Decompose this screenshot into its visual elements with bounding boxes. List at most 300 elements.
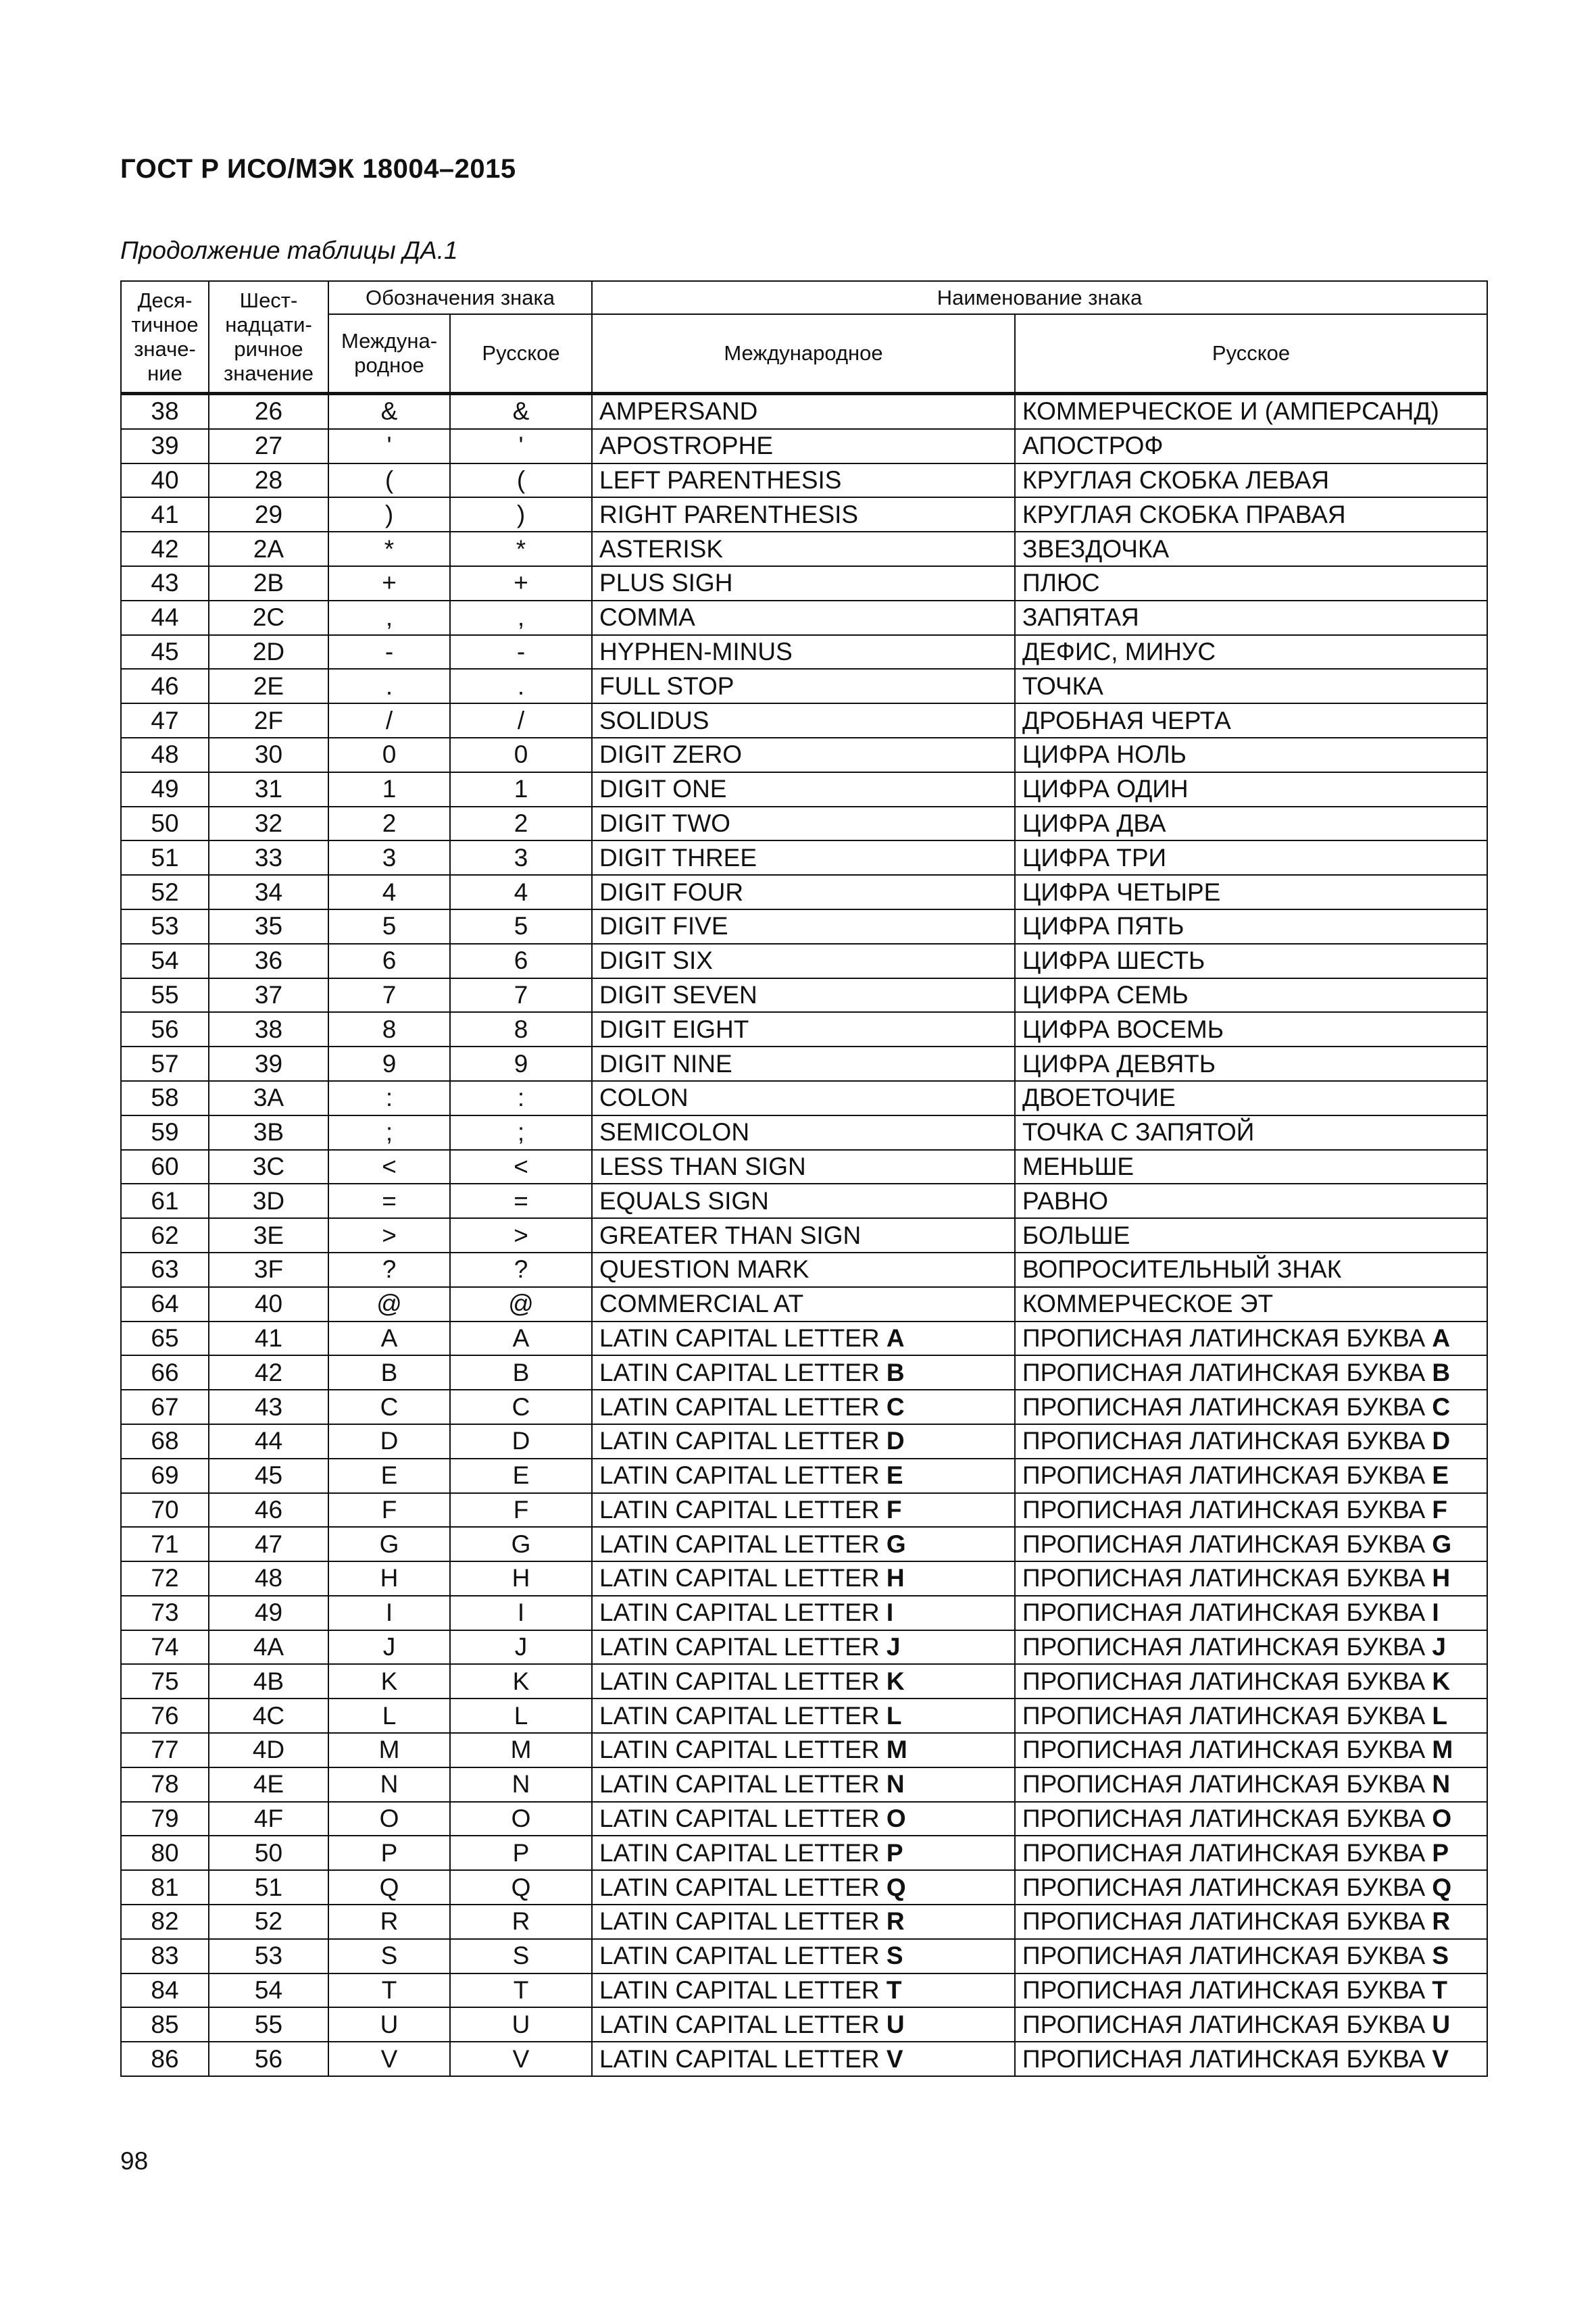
letter-emphasis: F [1432,1495,1448,1524]
symbol-international-cell: K [328,1664,450,1699]
hex-cell: 2A [209,532,328,566]
table-row [121,1699,1487,1733]
decimal-cell: 57 [121,1047,209,1081]
hex-cell: 50 [209,1836,328,1870]
symbol-russian-cell: T [450,1973,592,2008]
table-row [121,566,1487,601]
name-international-cell: LATIN CAPITAL LETTER I [592,1596,1015,1630]
decimal-cell: 81 [121,1870,209,1905]
name-international-cell: LATIN CAPITAL LETTER S [592,1939,1015,1973]
name-international-cell: ASTERISK [592,532,1015,566]
symbol-russian-cell: G [450,1527,592,1561]
name-russian-cell: ПРОПИСНАЯ ЛАТИНСКАЯ БУКВА A [1015,1322,1487,1356]
table-row [121,635,1487,670]
decimal-cell: 80 [121,1836,209,1870]
symbol-russian-cell: + [450,566,592,601]
table-row [121,1561,1487,1596]
symbol-international-cell: / [328,703,450,738]
symbol-international-cell: 4 [328,875,450,909]
name-russian-cell: ПРОПИСНАЯ ЛАТИНСКАЯ БУКВА U [1015,2007,1487,2042]
letter-emphasis: K [1432,1667,1451,1695]
table-row [121,807,1487,841]
name-international-cell: PLUS SIGH [592,566,1015,601]
name-russian-cell: ЦИФРА ШЕСТЬ [1015,944,1487,978]
hex-cell: 40 [209,1287,328,1322]
symbol-russian-cell: 0 [450,738,592,772]
decimal-cell: 49 [121,772,209,807]
table-row [121,1424,1487,1459]
name-international-cell: DIGIT SEVEN [592,978,1015,1013]
symbol-international-cell: O [328,1802,450,1836]
symbol-russian-cell: 2 [450,807,592,841]
header-name-group: Наименование знака [592,281,1487,314]
decimal-cell: 56 [121,1012,209,1047]
hex-cell: 38 [209,1012,328,1047]
header-designation-international: Междуна-родное [328,314,450,394]
hex-cell: 26 [209,394,328,429]
table-row [121,669,1487,703]
decimal-cell: 71 [121,1527,209,1561]
name-international-cell: SEMICOLON [592,1115,1015,1150]
table-body [121,394,1487,2077]
hex-cell: 2B [209,566,328,601]
letter-emphasis: O [1432,1805,1452,1833]
name-russian-cell: ПРОПИСНАЯ ЛАТИНСКАЯ БУКВА L [1015,1699,1487,1733]
table-header [121,281,1487,394]
table-row [121,1836,1487,1870]
symbol-international-cell: T [328,1973,450,2008]
symbol-russian-cell: 7 [450,978,592,1013]
table-row [121,944,1487,978]
name-international-cell: LATIN CAPITAL LETTER T [592,1973,1015,2008]
hex-cell: 44 [209,1424,328,1459]
decimal-cell: 63 [121,1253,209,1287]
name-russian-cell: ПРОПИСНАЯ ЛАТИНСКАЯ БУКВА C [1015,1390,1487,1424]
table-row [121,463,1487,498]
symbol-russian-cell: D [450,1424,592,1459]
symbol-russian-cell: ? [450,1253,592,1287]
name-russian-cell: КРУГЛАЯ СКОБКА ПРАВАЯ [1015,497,1487,532]
symbol-russian-cell: E [450,1459,592,1493]
hex-cell: 3A [209,1081,328,1115]
document-header: ГОСТ Р ИСО/МЭК 18004–2015 [120,154,516,184]
decimal-cell: 55 [121,978,209,1013]
letter-emphasis: B [886,1358,905,1386]
name-international-cell: LATIN CAPITAL LETTER N [592,1767,1015,1802]
symbol-russian-cell: 6 [450,944,592,978]
name-international-cell: RIGHT PARENTHESIS [592,497,1015,532]
name-international-cell: LATIN CAPITAL LETTER D [592,1424,1015,1459]
name-international-cell: LESS THAN SIGN [592,1150,1015,1184]
symbol-russian-cell: K [450,1664,592,1699]
letter-emphasis: I [886,1599,894,1627]
decimal-cell: 46 [121,669,209,703]
hex-cell: 3D [209,1184,328,1218]
table-row [121,1390,1487,1424]
name-international-cell: LATIN CAPITAL LETTER L [592,1699,1015,1733]
symbol-international-cell: ; [328,1115,450,1150]
decimal-cell: 52 [121,875,209,909]
name-russian-cell: ЦИФРА ОДИН [1015,772,1487,807]
name-russian-cell: ПРОПИСНАЯ ЛАТИНСКАЯ БУКВА D [1015,1424,1487,1459]
name-international-cell: SOLIDUS [592,703,1015,738]
name-russian-cell: ПРОПИСНАЯ ЛАТИНСКАЯ БУКВА H [1015,1561,1487,1596]
name-russian-cell: ПРОПИСНАЯ ЛАТИНСКАЯ БУКВА F [1015,1493,1487,1528]
name-international-cell: DIGIT THREE [592,840,1015,875]
decimal-cell: 44 [121,601,209,635]
table-row [121,497,1487,532]
symbol-international-cell: 5 [328,909,450,944]
table-row [121,601,1487,635]
symbol-russian-cell: V [450,2042,592,2076]
letter-emphasis: S [886,1942,903,1970]
symbol-russian-cell: & [450,394,592,429]
name-russian-cell: ПРОПИСНАЯ ЛАТИНСКАЯ БУКВА E [1015,1459,1487,1493]
name-russian-cell: ЗВЕЗДОЧКА [1015,532,1487,566]
hex-cell: 2F [209,703,328,738]
name-international-cell: DIGIT FOUR [592,875,1015,909]
letter-emphasis: J [1432,1633,1446,1661]
symbol-international-cell: 3 [328,840,450,875]
decimal-cell: 40 [121,463,209,498]
name-russian-cell: КОММЕРЧЕСКОЕ ЭТ [1015,1287,1487,1322]
hex-cell: 53 [209,1939,328,1973]
letter-emphasis: V [886,2044,903,2073]
symbol-international-cell: J [328,1630,450,1665]
hex-cell: 46 [209,1493,328,1528]
letter-emphasis: Q [1432,1873,1452,1901]
name-russian-cell: ПРОПИСНАЯ ЛАТИНСКАЯ БУКВА G [1015,1527,1487,1561]
header-designation-group: Обозначения знака [328,281,592,314]
letter-emphasis: Q [886,1873,906,1901]
symbol-international-cell: + [328,566,450,601]
decimal-cell: 69 [121,1459,209,1493]
name-international-cell: LATIN CAPITAL LETTER R [592,1905,1015,1939]
table-row [121,1527,1487,1561]
name-international-cell: LATIN CAPITAL LETTER M [592,1733,1015,1767]
name-international-cell: EQUALS SIGN [592,1184,1015,1218]
table-row [121,1870,1487,1905]
name-international-cell: DIGIT ONE [592,772,1015,807]
header-name-international: Международное [592,314,1015,394]
table-row [121,1184,1487,1218]
hex-cell: 37 [209,978,328,1013]
name-russian-cell: ПРОПИСНАЯ ЛАТИНСКАЯ БУКВА V [1015,2042,1487,2076]
symbol-international-cell: 9 [328,1047,450,1081]
symbol-russian-cell: ( [450,463,592,498]
hex-cell: 3C [209,1150,328,1184]
letter-emphasis: M [886,1736,907,1764]
letter-emphasis: I [1432,1599,1439,1627]
name-international-cell: GREATER THAN SIGN [592,1218,1015,1253]
name-international-cell: LEFT PARENTHESIS [592,463,1015,498]
decimal-cell: 78 [121,1767,209,1802]
name-russian-cell: ПРОПИСНАЯ ЛАТИНСКАЯ БУКВА Q [1015,1870,1487,1905]
table-row [121,772,1487,807]
name-international-cell: LATIN CAPITAL LETTER G [592,1527,1015,1561]
symbol-international-cell: R [328,1905,450,1939]
hex-cell: 30 [209,738,328,772]
name-international-cell: APOSTROPHE [592,429,1015,463]
table-row [121,1630,1487,1665]
name-russian-cell: ЦИФРА ТРИ [1015,840,1487,875]
table-row [121,1802,1487,1836]
table-row [121,875,1487,909]
symbol-russian-cell: / [450,703,592,738]
symbol-international-cell: , [328,601,450,635]
name-international-cell: DIGIT SIX [592,944,1015,978]
hex-cell: 43 [209,1390,328,1424]
symbol-international-cell: C [328,1390,450,1424]
decimal-cell: 61 [121,1184,209,1218]
symbol-russian-cell: . [450,669,592,703]
symbol-russian-cell: < [450,1150,592,1184]
symbol-russian-cell: ; [450,1115,592,1150]
symbol-international-cell: L [328,1699,450,1733]
decimal-cell: 85 [121,2007,209,2042]
hex-cell: 48 [209,1561,328,1596]
name-international-cell: QUESTION MARK [592,1253,1015,1287]
symbol-international-cell: M [328,1733,450,1767]
name-international-cell: LATIN CAPITAL LETTER C [592,1390,1015,1424]
name-russian-cell: ПРОПИСНАЯ ЛАТИНСКАЯ БУКВА S [1015,1939,1487,1973]
decimal-cell: 42 [121,532,209,566]
symbol-russian-cell: 9 [450,1047,592,1081]
hex-cell: 33 [209,840,328,875]
letter-emphasis: A [886,1324,905,1352]
symbol-international-cell: V [328,2042,450,2076]
hex-cell: 42 [209,1355,328,1390]
header-name-russian: Русское [1015,314,1487,394]
name-russian-cell: ПРОПИСНАЯ ЛАТИНСКАЯ БУКВА I [1015,1596,1487,1630]
name-russian-cell: ДРОБНАЯ ЧЕРТА [1015,703,1487,738]
hex-cell: 32 [209,807,328,841]
symbol-russian-cell: 5 [450,909,592,944]
decimal-cell: 64 [121,1287,209,1322]
name-international-cell: DIGIT ZERO [592,738,1015,772]
hex-cell: 4E [209,1767,328,1802]
name-international-cell: LATIN CAPITAL LETTER H [592,1561,1015,1596]
decimal-cell: 54 [121,944,209,978]
symbol-russian-cell: P [450,1836,592,1870]
symbol-international-cell: D [328,1424,450,1459]
letter-emphasis: B [1432,1358,1451,1386]
name-russian-cell: ПРОПИСНАЯ ЛАТИНСКАЯ БУКВА M [1015,1733,1487,1767]
decimal-cell: 75 [121,1664,209,1699]
letter-emphasis: C [1432,1392,1451,1421]
name-international-cell: LATIN CAPITAL LETTER B [592,1355,1015,1390]
name-russian-cell: ЦИФРА ПЯТЬ [1015,909,1487,944]
decimal-cell: 62 [121,1218,209,1253]
letter-emphasis: R [886,1907,905,1936]
table-row [121,1322,1487,1356]
decimal-cell: 60 [121,1150,209,1184]
letter-emphasis: D [1432,1427,1451,1455]
name-international-cell: COMMERCIAL AT [592,1287,1015,1322]
symbol-international-cell: = [328,1184,450,1218]
symbol-international-cell: U [328,2007,450,2042]
symbol-international-cell: 8 [328,1012,450,1047]
table-row [121,1287,1487,1322]
symbol-international-cell: 6 [328,944,450,978]
hex-cell: 27 [209,429,328,463]
table-caption: Продолжение таблицы ДА.1 [120,236,458,264]
hex-cell: 3F [209,1253,328,1287]
decimal-cell: 77 [121,1733,209,1767]
symbol-russian-cell: 3 [450,840,592,875]
name-russian-cell: ТОЧКА С ЗАПЯТОЙ [1015,1115,1487,1150]
hex-cell: 2E [209,669,328,703]
symbol-international-cell: < [328,1150,450,1184]
header-designation-russian: Русское [450,314,592,394]
symbol-international-cell: P [328,1836,450,1870]
table-row [121,1355,1487,1390]
letter-emphasis: V [1432,2044,1449,2073]
letter-emphasis: D [886,1427,905,1455]
name-international-cell: LATIN CAPITAL LETTER V [592,2042,1015,2076]
name-russian-cell: ПРОПИСНАЯ ЛАТИНСКАЯ БУКВА N [1015,1767,1487,1802]
letter-emphasis: S [1432,1942,1449,1970]
decimal-cell: 59 [121,1115,209,1150]
letter-emphasis: E [886,1461,903,1490]
table-row [121,1939,1487,1973]
hex-cell: 34 [209,875,328,909]
name-international-cell: LATIN CAPITAL LETTER J [592,1630,1015,1665]
symbol-russian-cell: S [450,1939,592,1973]
decimal-cell: 76 [121,1699,209,1733]
symbol-international-cell: A [328,1322,450,1356]
hex-cell: 2C [209,601,328,635]
name-international-cell: LATIN CAPITAL LETTER F [592,1493,1015,1528]
symbol-russian-cell: B [450,1355,592,1390]
table-row [121,1493,1487,1528]
letter-emphasis: R [1432,1907,1451,1936]
name-international-cell: DIGIT EIGHT [592,1012,1015,1047]
symbol-russian-cell: M [450,1733,592,1767]
table-row [121,840,1487,875]
table-row [121,703,1487,738]
symbol-russian-cell: > [450,1218,592,1253]
name-russian-cell: БОЛЬШЕ [1015,1218,1487,1253]
table-row [121,2042,1487,2076]
name-international-cell: HYPHEN-MINUS [592,635,1015,670]
table-row [121,1047,1487,1081]
decimal-cell: 86 [121,2042,209,2076]
symbol-international-cell: I [328,1596,450,1630]
symbol-russian-cell: H [450,1561,592,1596]
symbol-russian-cell: A [450,1322,592,1356]
hex-cell: 4C [209,1699,328,1733]
name-russian-cell: ЦИФРА СЕМЬ [1015,978,1487,1013]
name-russian-cell: КРУГЛАЯ СКОБКА ЛЕВАЯ [1015,463,1487,498]
name-russian-cell: ПРОПИСНАЯ ЛАТИНСКАЯ БУКВА P [1015,1836,1487,1870]
name-russian-cell: РАВНО [1015,1184,1487,1218]
decimal-cell: 84 [121,1973,209,2008]
table-row [121,1733,1487,1767]
letter-emphasis: G [1432,1530,1452,1558]
hex-cell: 49 [209,1596,328,1630]
hex-cell: 31 [209,772,328,807]
decimal-cell: 53 [121,909,209,944]
hex-cell: 4B [209,1664,328,1699]
hex-cell: 41 [209,1322,328,1356]
table-row [121,738,1487,772]
decimal-cell: 47 [121,703,209,738]
name-russian-cell: ТОЧКА [1015,669,1487,703]
symbol-international-cell: 2 [328,807,450,841]
symbol-russian-cell: @ [450,1287,592,1322]
name-russian-cell: ПРОПИСНАЯ ЛАТИНСКАЯ БУКВА B [1015,1355,1487,1390]
table-row [121,1081,1487,1115]
name-russian-cell: ЦИФРА ЧЕТЫРЕ [1015,875,1487,909]
hex-cell: 4A [209,1630,328,1665]
letter-emphasis: U [1432,2010,1451,2038]
decimal-cell: 70 [121,1493,209,1528]
hex-cell: 35 [209,909,328,944]
decimal-cell: 67 [121,1390,209,1424]
decimal-cell: 68 [121,1424,209,1459]
symbol-international-cell: E [328,1459,450,1493]
decimal-cell: 41 [121,497,209,532]
table-row [121,1459,1487,1493]
decimal-cell: 66 [121,1355,209,1390]
table-row [121,1253,1487,1287]
symbol-international-cell: S [328,1939,450,1973]
name-russian-cell: ПРОПИСНАЯ ЛАТИНСКАЯ БУКВА J [1015,1630,1487,1665]
symbol-international-cell: > [328,1218,450,1253]
hex-cell: 47 [209,1527,328,1561]
decimal-cell: 79 [121,1802,209,1836]
header-decimal: Деся-тичное значе-ние [121,281,209,394]
table-row [121,394,1487,429]
symbol-russian-cell: N [450,1767,592,1802]
table-row [121,978,1487,1013]
table-row [121,1115,1487,1150]
letter-emphasis: L [886,1701,902,1730]
name-russian-cell: ПРОПИСНАЯ ЛАТИНСКАЯ БУКВА K [1015,1664,1487,1699]
symbol-russian-cell: L [450,1699,592,1733]
symbol-international-cell: 7 [328,978,450,1013]
name-international-cell: LATIN CAPITAL LETTER U [592,2007,1015,2042]
symbol-international-cell: ( [328,463,450,498]
hex-cell: 29 [209,497,328,532]
name-international-cell: LATIN CAPITAL LETTER E [592,1459,1015,1493]
table-row [121,1012,1487,1047]
letter-emphasis: A [1432,1324,1451,1352]
name-russian-cell: ЗАПЯТАЯ [1015,601,1487,635]
symbol-russian-cell: ) [450,497,592,532]
decimal-cell: 74 [121,1630,209,1665]
decimal-cell: 82 [121,1905,209,1939]
name-russian-cell: ЦИФРА ДВА [1015,807,1487,841]
symbol-international-cell: - [328,635,450,670]
symbol-russian-cell: * [450,532,592,566]
letter-emphasis: M [1432,1736,1453,1764]
name-russian-cell: ПЛЮС [1015,566,1487,601]
symbol-russian-cell: I [450,1596,592,1630]
letter-emphasis: L [1432,1701,1448,1730]
name-russian-cell: ДВОЕТОЧИЕ [1015,1081,1487,1115]
table-row [121,1767,1487,1802]
symbol-international-cell: G [328,1527,450,1561]
hex-cell: 36 [209,944,328,978]
symbol-international-cell: ? [328,1253,450,1287]
table-row [121,909,1487,944]
symbol-international-cell: & [328,394,450,429]
symbol-international-cell: @ [328,1287,450,1322]
name-russian-cell: ЦИФРА НОЛЬ [1015,738,1487,772]
name-international-cell: LATIN CAPITAL LETTER Q [592,1870,1015,1905]
